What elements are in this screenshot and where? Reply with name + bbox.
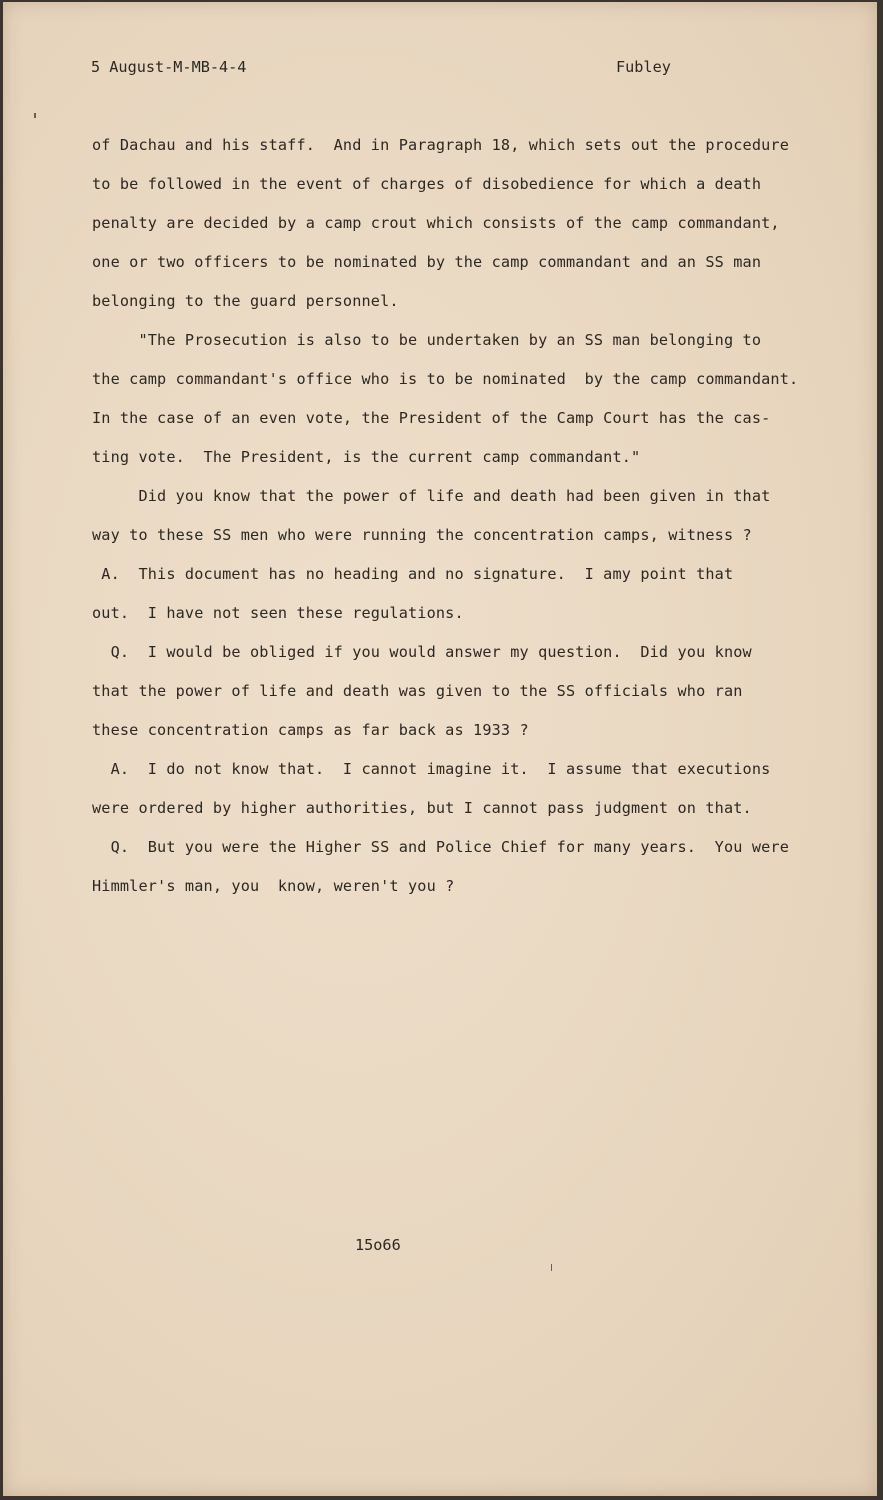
transcript-line: of Dachau and his staff. And in Paragraph 18, which sets out the procedure bbox=[92, 136, 790, 154]
transcript-line: one or two officers to be nominated by the camp commandant and an SS man bbox=[92, 253, 762, 271]
page-number: 15o66 bbox=[355, 1236, 401, 1254]
transcript-line: way to these SS men who were running the concentration camps, witness ? bbox=[92, 526, 752, 544]
transcript-line: A. I do not know that. I cannot imagine it. I assume that executions bbox=[92, 760, 771, 778]
transcript-line: that the power of life and death was given to the SS officials who ran bbox=[92, 682, 743, 700]
margin-mark bbox=[34, 113, 36, 118]
transcript-line: penalty are decided by a camp crout which consists of the camp commandant, bbox=[92, 214, 780, 232]
document-page bbox=[3, 2, 877, 1496]
transcript-body bbox=[92, 132, 852, 912]
transcript-line: "The Prosecution is also to be undertaken by an SS man belonging to bbox=[92, 331, 762, 349]
transcript-line: the camp commandant's office who is to be nominated by the camp commandant. bbox=[92, 370, 799, 388]
transcript-line: ting vote. The President, is the current camp commandant." bbox=[92, 448, 641, 466]
transcript-line: belonging to the guard personnel. bbox=[92, 292, 399, 310]
transcript-line: were ordered by higher authorities, but I cannot pass judgment on that. bbox=[92, 799, 752, 817]
page-reference: 5 August-M-MB-4-4 bbox=[91, 58, 247, 76]
transcript-line: to be followed in the event of charges of disobedience for which a death bbox=[92, 175, 762, 193]
transcript-line: Himmler's man, you know, weren't you ? bbox=[92, 877, 455, 895]
transcript-line: out. I have not seen these regulations. bbox=[92, 604, 464, 622]
transcript-line: Q. I would be obliged if you would answer my question. Did you know bbox=[92, 643, 752, 661]
transcript-line: A. This document has no heading and no signature. I amy point that bbox=[92, 565, 734, 583]
transcript-line: Q. But you were the Higher SS and Police Chief for many years. You were bbox=[92, 838, 790, 856]
transcript-line: Did you know that the power of life and death had been given in that bbox=[92, 487, 771, 505]
transcript-line: In the case of an even vote, the President of the Camp Court has the cas- bbox=[92, 409, 771, 427]
speaker-name: Fubley bbox=[616, 58, 671, 76]
paper-speck bbox=[551, 1264, 552, 1271]
transcript-line: these concentration camps as far back as 1933 ? bbox=[92, 721, 529, 739]
